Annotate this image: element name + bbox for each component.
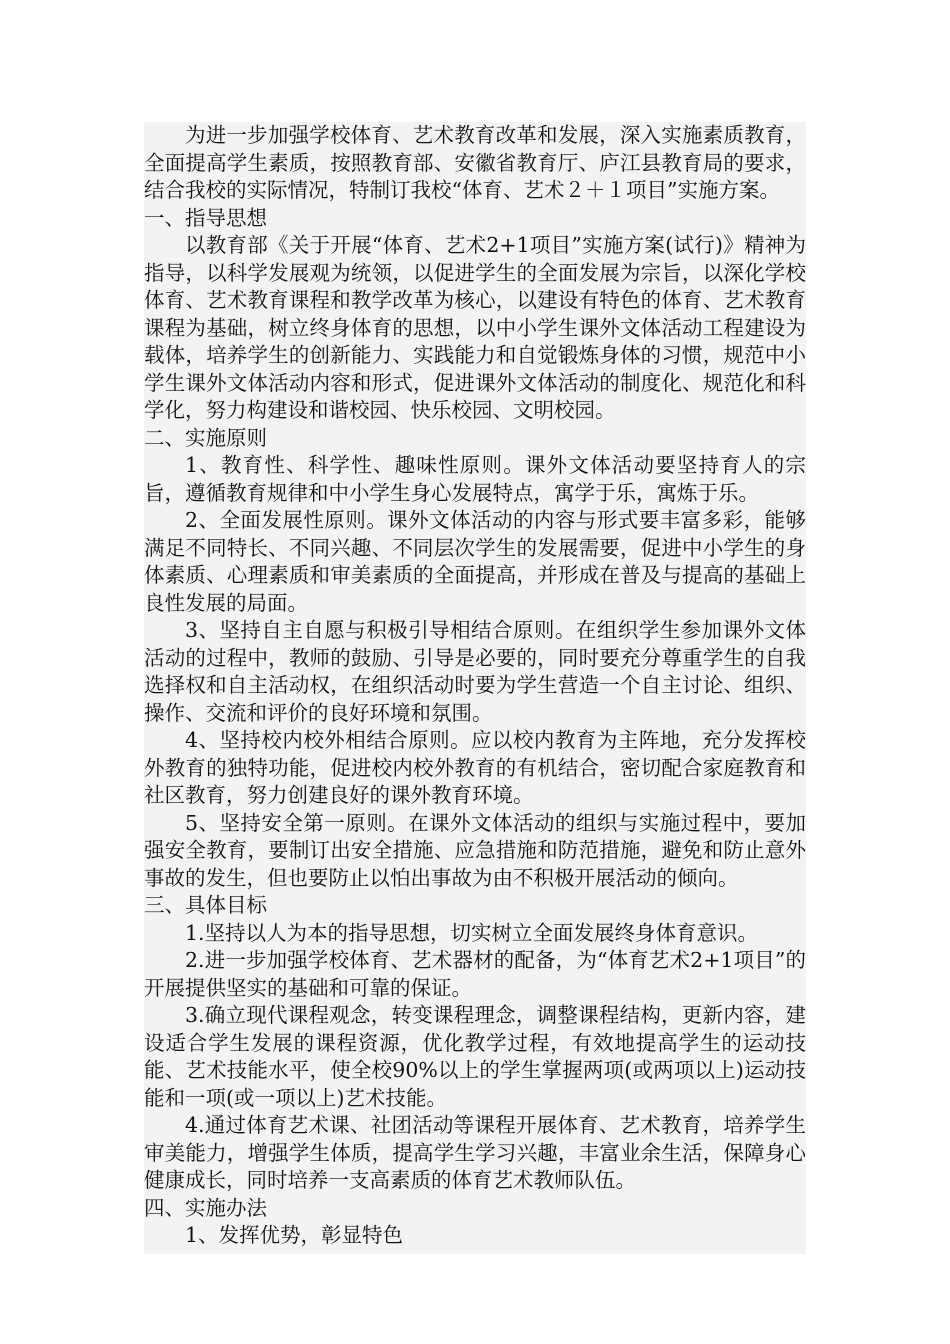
principle-item-3: 3、坚持自主自愿与积极引导相结合原则。在组织学生参加课外文体活动的过程中，教师的鼓励、引导是必要的，同时要充分尊重学生的自我选择权和自主活动权，在组织活动时要为学生营造一个自主讨论、组织、操作、交流和评价的良好环境和氛围。: [144, 618, 806, 725]
section-heading-guiding-ideology: 一、指导思想: [144, 205, 267, 230]
goal-item-2: 2.进一步加强学校体育、艺术器材的配备，为“体育艺术2+1项目”的开展提供坚实的基础和可靠的保证。: [144, 948, 806, 1000]
section-heading-principles: 二、实施原则: [144, 425, 267, 450]
method-item-1: 1、发挥优势，彰显特色: [185, 1223, 404, 1247]
intro-paragraph: 为进一步加强学校体育、艺术教育改革和发展，深入实施素质教育，全面提高学生素质，按照教育部、安徽省教育厅、庐江县教育局的要求，结合我校的实际情况，特制订我校“体育、艺术２＋１项目”实施方案。: [144, 123, 806, 202]
principle-item-4: 4、坚持校内校外相结合原则。应以校内教育为主阵地，充分发挥校外教育的独特功能，促进校内校外教育的有机结合，密切配合家庭教育和社区教育，努力创建良好的课外教育环境。: [144, 728, 806, 807]
goal-item-1: 1.坚持以人为本的指导思想，切实树立全面发展终身体育意识。: [185, 920, 759, 945]
goal-item-3: 3.确立现代课程观念，转变课程理念，调整课程结构，更新内容，建设适合学生发展的课程资源，优化教学过程，有效地提高学生的运动技能、艺术技能水平，使全校90%以上的学生掌握两项(或两项以上)运动技能和一项(或一项以上)艺术技能。: [144, 1003, 806, 1110]
principle-item-5: 5、坚持安全第一原则。在课外文体活动的组织与实施过程中，要加强安全教育，要制订出安全措施、应急措施和防范措施，避免和防止意外事故的发生，但也要防止以怕出事故为由不积极开展活动的倾向。: [144, 810, 806, 890]
section-heading-methods: 四、实施办法: [144, 1195, 267, 1220]
principle-item-1: 1、教育性、科学性、趣味性原则。课外文体活动要坚持育人的宗旨，遵循教育规律和中小学生身心发展特点，寓学于乐，寓炼于乐。: [144, 453, 806, 505]
section-heading-goals: 三、具体目标: [144, 893, 267, 917]
principle-item-2: 2、全面发展性原则。课外文体活动的内容与形式要丰富多彩，能够满足不同特长、不同兴趣、不同层次学生的发展需要，促进中小学生的身体素质、心理素质和审美素质的全面提高，并形成在普及与提高的基础上良性发展的局面。: [144, 508, 806, 615]
goal-item-4: 4.通过体育艺术课、社团活动等课程开展体育、艺术教育，培养学生审美能力，增强学生体质，提高学生学习兴趣，丰富业余生活，保障身心健康成长，同时培养一支高素质的体育艺术教师队伍。: [144, 1113, 806, 1192]
document-body: [144, 122, 806, 1254]
paragraph-guiding-ideology: 以教育部《关于开展“体育、艺术2+1项目”实施方案(试行)》精神为指导，以科学发展观为统领，以促进学生的全面发展为宗旨，以深化学校体育、艺术教育课程和教学改革为核心，以建设有特色的体育、艺术教育课程为基础，树立终身体育的思想，以中小学生课外文体活动工程建设为载体，培养学生的创新能力、实践能力和自觉锻炼身体的习惯，规范中小学生课外文体活动内容和形式，促进课外文体活动的制度化、规范化和科学化，努力构建设和谐校园、快乐校园、文明校园。: [144, 233, 806, 422]
